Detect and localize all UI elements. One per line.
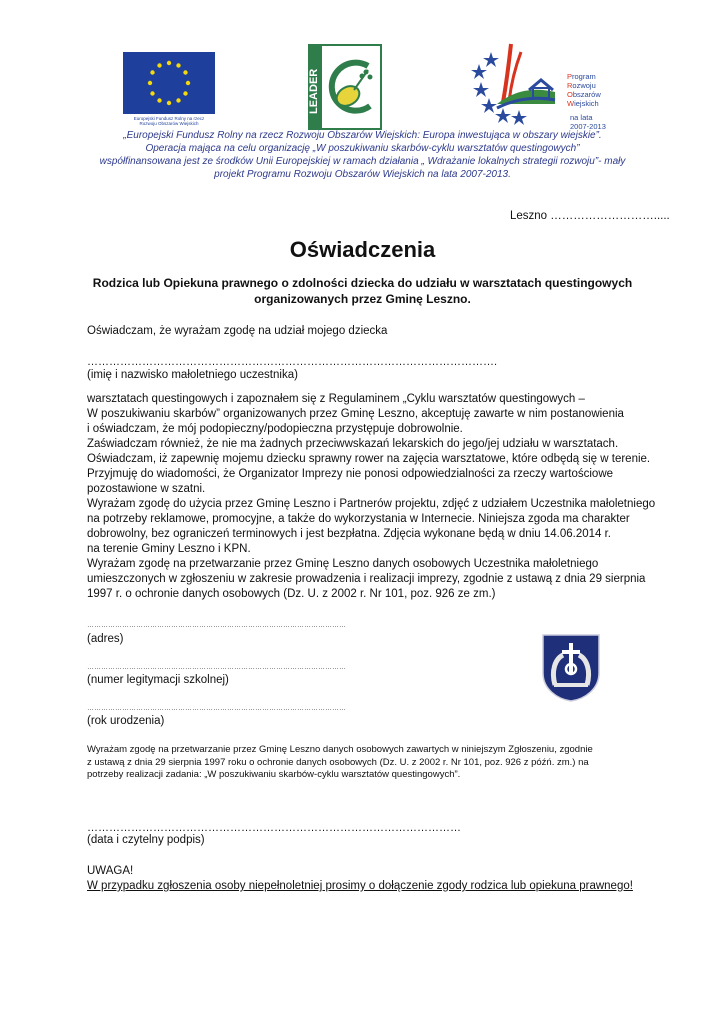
eu-caption [108,116,230,126]
signature-field[interactable]: ………………………………………………………………………………………… [87,822,461,834]
paragraph-line: umieszczonych w zgłoszeniu w zakresie prowadzenia i realizacji imprezy, zgodnie z ustawą z dnia 29 sierpnia [87,573,646,585]
prow-line1: Program [567,72,596,81]
data-processing-consent [87,744,593,782]
leader-emblem-icon [308,44,382,130]
header-line2: Operacja mająca na celu organizację „W poszukiwaniu skarbów-cyklu warsztatów questingowych” [145,143,580,154]
paragraph-line: pozostawione w szatni. [87,483,206,495]
leader-text: LEADER [308,68,320,114]
project-header [60,129,665,181]
eu-caption-line1: Europejski Fundusz Rolny na rzecz [133,116,205,121]
school-id-field[interactable]: ………………………………………………………………………………………………… [87,664,346,671]
prow-years: na lata 2007-2013 [570,113,606,131]
paragraph-line: Przyjmuję do wiadomości, że Organizator Imprezy nie ponosi odpowiedzialności za rzeczy wartościowe [87,468,614,480]
paragraph-line: W poszukiwaniu skarbów” organizowanych przez Gminę Leszno, akceptuję zawarte w nim postanowienia [87,408,624,420]
consent-line: z ustawą z dnia 29 sierpnia 1997 roku o ochronie danych osobowych (Dz. U. z 2002 r. Nr 101, poz. 926 z późń. zm.) na [87,756,589,768]
subtitle-line1: Rodzica lub Opiekuna prawnego o zdolności dziecka do udziału w warsztatach questingowych [92,276,633,290]
paragraph-line: Oświadczam, iż zapewnię mojemu dziecku sprawny rower na zajęcia warsztatowe, które odbędą się w terenie. [87,453,651,465]
paragraph-line: i oświadczam, że mój podopieczny/podopieczna przystępuje dobrowolnie. [87,423,463,435]
paragraph-line: Wyrażam zgodę na przetwarzanie przez Gminę Leszno danych osobowych Uczestnika małoletniego [87,558,599,570]
eu-stars-icon [123,52,215,114]
paragraph-line: 1997 r. o ochronie danych osobowych (Dz. U. z 2002 r. Nr 101, poz. 926 ze zm.) [87,588,496,600]
child-name-field[interactable]: …………………………………………………………………………………………………. [87,356,498,368]
subtitle-line2: organizowanych przez Gminę Leszno. [254,292,471,306]
paragraph-line: Wyrażam zgodę do użycia przez Gminę Leszno i Partnerów projektu, zdjęć z udziałem Uczestnika małoletniego [87,498,656,510]
consent-line: potrzeby realizacji zadania: „W poszukiwaniu skarbów-cyklu warsztatów questingowych”. [87,769,461,780]
eu-caption-line2: Rozwoju Obszarów Wiejskich [139,121,199,126]
place-date: Leszno ………………………..... [510,210,670,222]
crest-icon [541,633,601,703]
birth-year-label: (rok urodzenia) [87,715,165,727]
paragraph-line: Zaświadczam również, że nie ma żadnych przeciwwskazań lekarskich do jego/jej udziału w warsztatach. [87,438,619,450]
prow-line4: Wiejskich [567,99,599,108]
paragraph-line: dobrowolny, bez ograniczeń terminowych i jest bezpłatna. Zdjęcia wykonane będą w dniu 14.06.2014 r. [87,528,611,540]
page-title: Oświadczenia [289,237,436,262]
header-line4: projekt Programu Rozwoju Obszarów Wiejskich na lata 2007-2013. [214,169,511,180]
declaration-paragraph [87,392,655,602]
paragraph-line: na potrzeby reklamowe, promocyjne, a także do wykorzystania w Internecie. Niniejsza zgoda ma charakter [87,513,630,525]
address-field[interactable]: ………………………………………………………………………………………………… [87,622,346,629]
warning-title: UWAGA! [87,865,134,877]
eu-flag-logo [123,52,215,114]
child-name-label: (imię i nazwisko małoletniego uczestnika) [87,369,298,381]
paragraph-line: na terenie Gminy Leszno i KPN. [87,543,251,555]
address-label: (adres) [87,633,124,645]
prow-logo [467,42,607,131]
prow-line2: Rozwoju [567,81,596,90]
consent-line: Wyrażam zgodę na przetwarzanie przez Gminę Leszno danych osobowych zawartych w niniejszym Zgłoszeniu, zgodnie [87,744,593,755]
signature-label: (data i czytelny podpis) [87,834,205,846]
prow-line3: Obszarów [567,90,601,99]
birth-year-field[interactable]: ………………………………………………………………………………………………… [87,705,346,712]
header-line3: współfinansowana jest ze środków Unii Europejskiej w ramach działania „ Wdrażanie lokalnych strategii rozwoju”- mały [99,156,626,167]
gmina-crest [541,633,601,703]
header-line1: „Europejski Fundusz Rolny na rzecz Rozwoju Obszarów Wiejskich: Europa inwestująca w obszary wiejskie”. [123,130,602,141]
school-id-label: (numer legitymacji szkolnej) [87,674,229,686]
paragraph-line: warsztatach questingowych i zapoznałem się z Regulaminem „Cyklu warsztatów questingowych – [87,393,585,405]
prow-emblem-icon [467,42,567,126]
warning-text: W przypadku zgłoszenia osoby niepełnoletniej prosimy o dołączenie zgody rodzica lub opiekuna prawnego! [87,880,633,892]
leader-logo [308,44,382,130]
page-subtitle [80,275,645,307]
intro-statement: Oświadczam, że wyrażam zgodę na udział mojego dziecka [87,325,388,337]
